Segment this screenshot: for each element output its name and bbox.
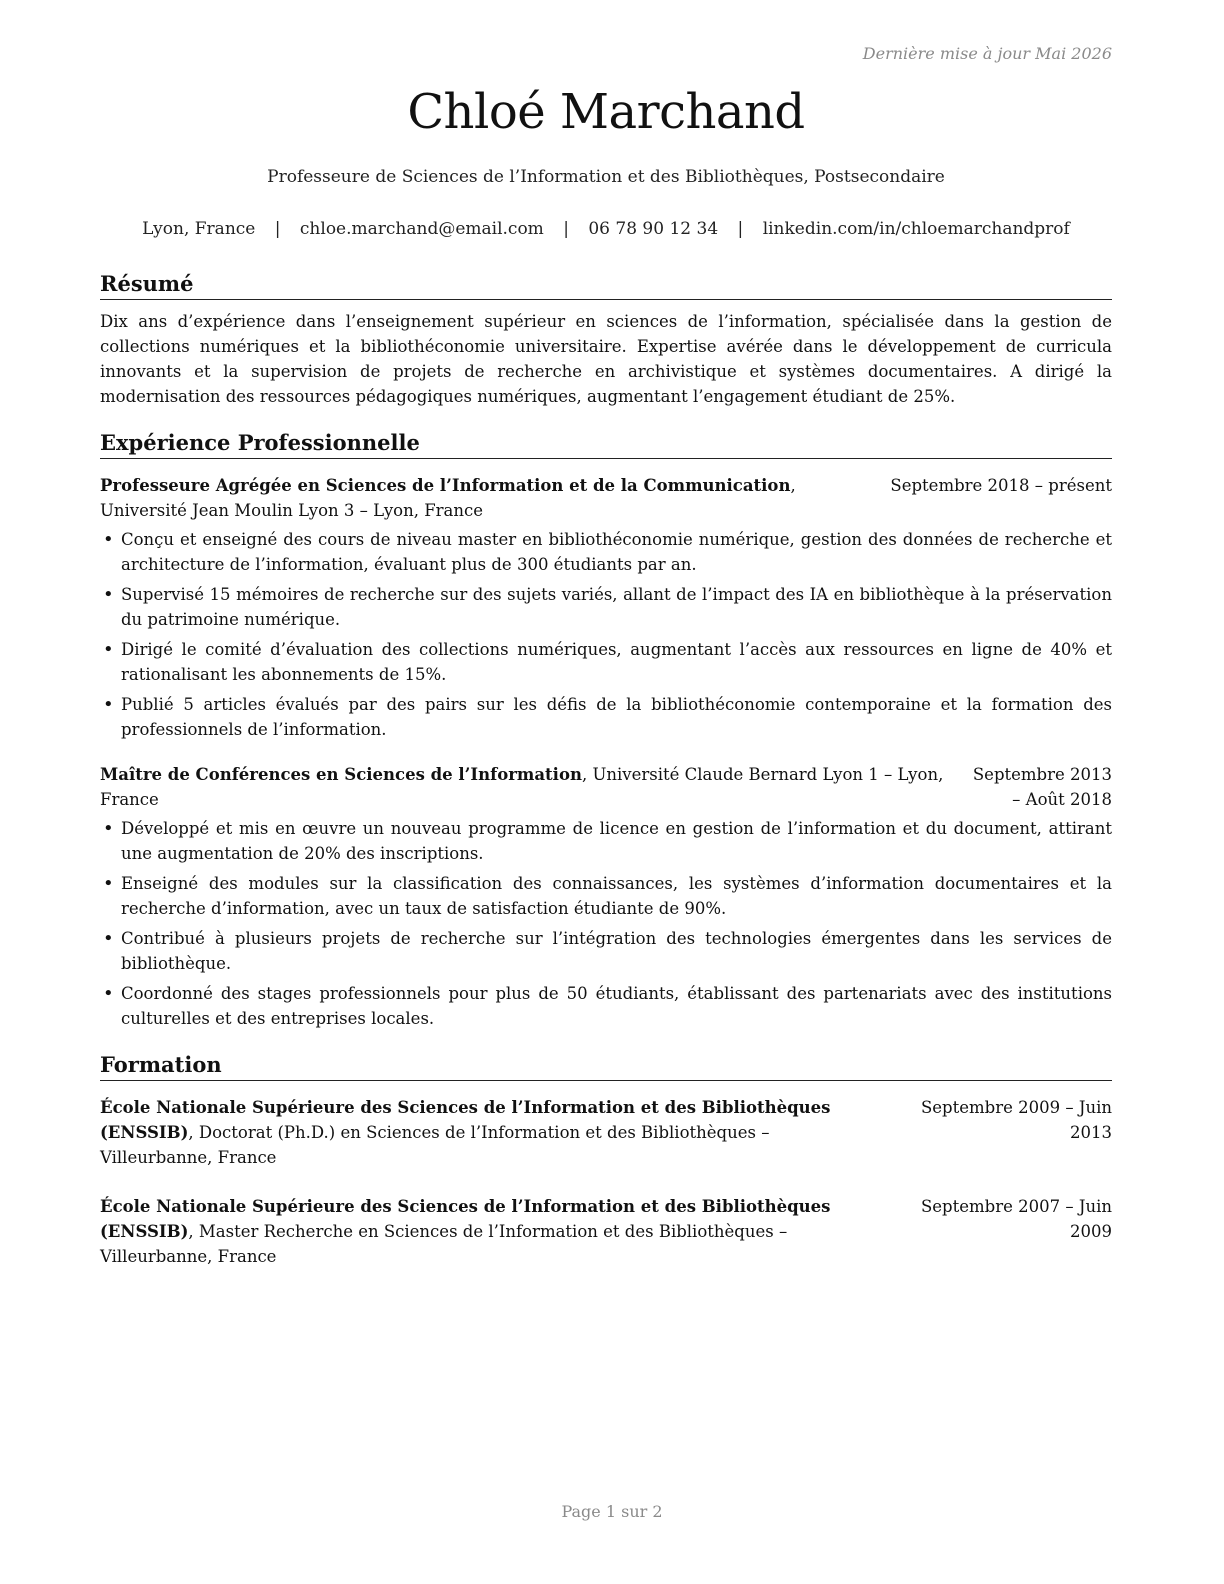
- job-dates: Septembre 2013 – Août 2018: [972, 765, 1112, 809]
- entry-header: [100, 1095, 1112, 1170]
- degree: , Master Recherche en Sciences de l’Information et des Bibliothèques – Villeurbanne, France: [100, 1222, 788, 1266]
- entry-title: [100, 1194, 880, 1269]
- achievement-item: • Conçu et enseigné des cours de niveau master en bibliothéconomie numérique, gestion des données de recherche et architecture de l’information, évaluant plus de 300 étudiants par an.: [100, 527, 1112, 577]
- achievement-item: • Coordonné des stages professionnels pour plus de 50 étudiants, établissant des partenariats avec des institutions culturelles et des entreprises locales.: [100, 981, 1112, 1031]
- contact-linkedin[interactable]: linkedin.com/in/chloemarchandprof: [762, 219, 1070, 239]
- contact-location: Lyon, France: [142, 219, 256, 239]
- section-title: Résumé: [100, 270, 1112, 300]
- contact-line: [100, 219, 1112, 239]
- entry-header: [100, 1194, 1112, 1269]
- section-title: Expérience Professionnelle: [100, 429, 1112, 459]
- summary-section: [100, 270, 1112, 409]
- job-organization: , Université Jean Moulin Lyon 3 – Lyon, France: [100, 476, 796, 520]
- candidate-name: Chloé Marchand: [407, 84, 805, 140]
- education-dates: Septembre 2007 – Juin 2009: [920, 1197, 1112, 1241]
- experience-entry: [100, 473, 1112, 742]
- job-dates: Septembre 2018 – présent: [890, 476, 1112, 495]
- last-updated: Dernière mise à jour Mai 2026: [862, 44, 1112, 63]
- entry-header: [100, 473, 1112, 523]
- achievement-item: • Publié 5 articles évalués par des pairs sur les défis de la bibliothéconomie contemporaine et la formation des professionnels de l’information.: [100, 692, 1112, 742]
- experience-section: [100, 429, 1112, 1036]
- job-role: Maître de Conférences en Sciences de l’Information: [100, 765, 582, 784]
- contact-separator: |: [737, 219, 744, 239]
- summary-text: Dix ans d’expérience dans l’enseignement supérieur en sciences de l’information, spécialisée dans la gestion de collections numériques et la bibliothéconomie universitaire. Expertise avérée dans le développement de curricula innovants et la supervision de projets de recherche en archivistique et systèmes documentaires. A dirigé la modernisation des ressources pédagogiques numériques, augmentant l’engagement étudiant de 25%.: [100, 312, 1112, 406]
- job-title: Professeure de Sciences de l’Information et des Bibliothèques, Postsecondaire: [267, 167, 945, 187]
- contact-email[interactable]: chloe.marchand@email.com: [299, 219, 544, 239]
- education-section: [100, 1051, 1112, 1269]
- entry-title: [100, 762, 972, 812]
- contact-phone: 06 78 90 12 34: [588, 219, 719, 239]
- achievement-list: [100, 527, 1112, 742]
- education-entry: [100, 1095, 1112, 1170]
- achievement-item: • Contribué à plusieurs projets de recherche sur l’intégration des technologies émergentes dans les services de bibliothèque.: [100, 926, 1112, 976]
- achievement-item: • Développé et mis en œuvre un nouveau programme de licence en gestion de l’information et du document, attirant une augmentation de 20% des inscriptions.: [100, 816, 1112, 866]
- school-name: École Nationale Supérieure des Sciences de l’Information et des Bibliothèques (ENSSIB): [100, 1098, 831, 1142]
- achievement-item: • Supervisé 15 mémoires de recherche sur des sujets variés, allant de l’impact des IA en bibliothèque à la préservation du patrimoine numérique.: [100, 582, 1112, 632]
- section-title: Formation: [100, 1051, 1112, 1081]
- education-dates: Septembre 2009 – Juin 2013: [920, 1098, 1112, 1142]
- achievement-item: • Dirigé le comité d’évaluation des collections numériques, augmentant l’accès aux ressources en ligne de 40% et rationalisant les abonnements de 15%.: [100, 637, 1112, 687]
- job-role: Professeure Agrégée en Sciences de l’Information et de la Communication: [100, 476, 791, 495]
- degree: , Doctorat (Ph.D.) en Sciences de l’Information et des Bibliothèques – Villeurbanne, France: [100, 1123, 770, 1167]
- entry-title: [100, 1095, 880, 1170]
- achievement-list: [100, 816, 1112, 1031]
- experience-entry: [100, 762, 1112, 1031]
- education-entry: [100, 1194, 1112, 1269]
- entry-header: [100, 762, 1112, 812]
- achievement-item: • Enseigné des modules sur la classification des connaissances, les systèmes d’information documentaires et la recherche d’information, avec un taux de satisfaction étudiante de 90%.: [100, 871, 1112, 921]
- contact-separator: |: [563, 219, 569, 239]
- job-organization: , Université Claude Bernard Lyon 1 – Lyon, France: [100, 765, 944, 809]
- page-number: Page 1 sur 2: [561, 1502, 663, 1521]
- school-name: École Nationale Supérieure des Sciences de l’Information et des Bibliothèques (ENSSIB): [100, 1197, 831, 1241]
- contact-separator: |: [274, 219, 281, 239]
- entry-title: [100, 473, 890, 523]
